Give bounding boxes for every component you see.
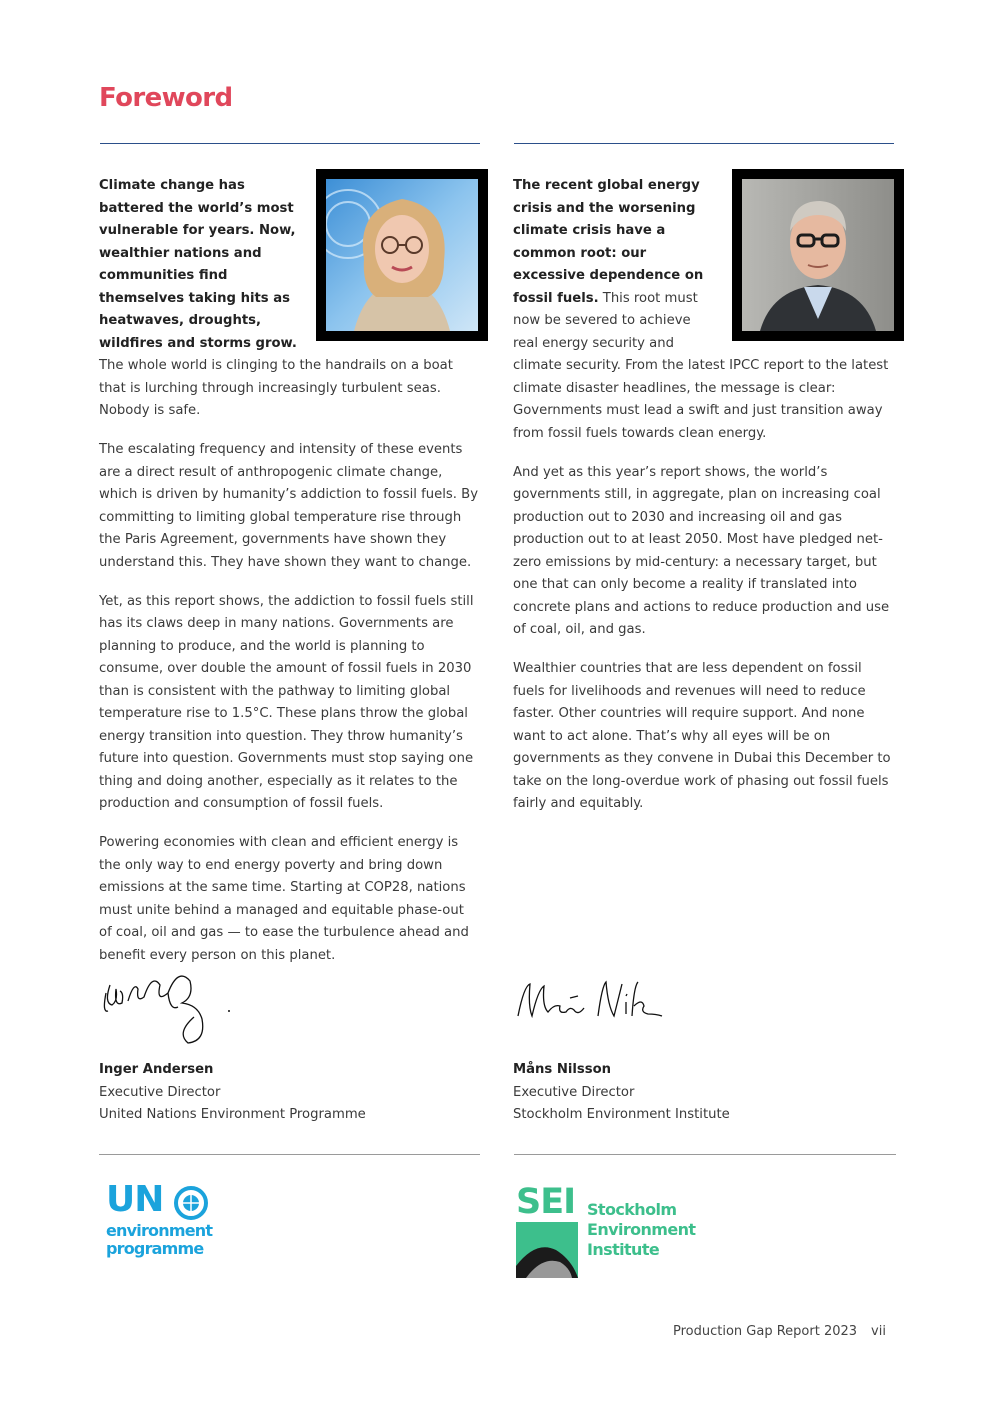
- signer-name: Inger Andersen: [99, 1062, 214, 1077]
- portrait-man: [742, 179, 894, 331]
- left-signer-block: [99, 1059, 366, 1127]
- page-title: Foreword: [99, 83, 233, 113]
- mans-nilsson-signature: [514, 976, 674, 1028]
- sei-logo-abbr: SEI: [516, 1182, 576, 1222]
- unep-logo-un: UN: [106, 1179, 164, 1220]
- right-column: [513, 175, 895, 832]
- sei-logo: [516, 1184, 716, 1279]
- inger-andersen-signature: [98, 963, 238, 1048]
- left-lead-rest: The whole world is clinging to the handrails on a boat that is lurching through increasingly turbulent seas. Nobody is safe.: [99, 358, 453, 418]
- unep-logo-line2: programme: [106, 1239, 204, 1258]
- right-bottom-divider: [514, 1154, 896, 1155]
- left-bottom-divider: [99, 1154, 480, 1155]
- page-number: vii: [871, 1324, 886, 1339]
- right-lead-rest: This root must now be severed to achieve real energy security and climate security. From the latest IPCC report to the latest climate disaster headlines, the message is clear: Governments must lead a swift and just transition away from fossil fuels towards clean energy.: [513, 290, 889, 441]
- inger-andersen-photo: [316, 169, 488, 341]
- portrait-woman: [326, 179, 478, 331]
- sei-logo-line1: Stockholm: [587, 1200, 677, 1219]
- mans-nilsson-photo: [732, 169, 904, 341]
- left-divider: [100, 143, 480, 144]
- signer-organization: Stockholm Environment Institute: [513, 1107, 730, 1122]
- unep-logo-line1: environment: [106, 1221, 213, 1240]
- un-emblem-icon: [172, 1186, 210, 1220]
- unep-logo: [106, 1179, 236, 1264]
- signer-organization: United Nations Environment Programme: [99, 1107, 366, 1122]
- right-lead-text: The recent global energy crisis and the worsening climate crisis have a common root: our excessive dependence on fossil fuels.: [513, 178, 704, 306]
- sei-mountain-icon: [516, 1222, 580, 1278]
- signer-name: Måns Nilsson: [513, 1062, 612, 1077]
- signer-title: Executive Director: [513, 1084, 635, 1100]
- right-signer-block: [513, 1059, 730, 1127]
- signer-title: Executive Director: [99, 1084, 221, 1100]
- sei-logo-line2: Environment: [587, 1220, 696, 1239]
- left-paragraph: The escalating frequency and intensity of these events are a direct result of anthropogenic climate change, which is driven by humanity’s addiction to fossil fuels. By committing to limiting global temperature rise through the Paris Agreement, governments have shown they understand this. They have shown they want to change.: [99, 442, 478, 570]
- right-divider: [514, 143, 894, 144]
- left-paragraph: Yet, as this report shows, the addiction to fossil fuels still has its claws deep in many nations. Governments are planning to produce, and the world is planning to consume, over double the amount of fossil fuels in 2030 than is consistent with the pathway to limiting global temperature rise to 1.5°C. These plans throw the global energy transition into question. They throw humanity’s future into question. Governments must stop saying one thing and doing another, especially as it relates to the production and consumption of fossil fuels.: [99, 593, 474, 811]
- right-paragraph: And yet as this year’s report shows, the world’s governments still, in aggregate, plan on increasing coal production out to 2030 and increasing oil and gas production out to at least 2050. Most have pledged net-zero emissions by mid-century: a necessary target, but one that can only become a reality if translated into concrete plans and actions to reduce production and use of coal, oil, and gas.: [513, 464, 890, 637]
- left-paragraph: Powering economies with clean and efficient energy is the only way to end energy poverty and bring down emissions at the same time. Starting at COP28, nations must unite behind a managed and equitable phase-out of coal, oil and gas — to ease the turbulence ahead and benefit every person on this planet.: [99, 835, 469, 963]
- page-footer: [673, 1324, 886, 1339]
- report-title: Production Gap Report 2023: [673, 1324, 858, 1339]
- sei-logo-line3: Institute: [587, 1240, 660, 1259]
- left-column: [99, 175, 479, 984]
- left-lead-text: Climate change has battered the world’s most vulnerable for years. Now, wealthier nations and communities find themselves taking hits as heatwaves, droughts, wildfires and storms grow.: [99, 178, 297, 351]
- right-paragraph: Wealthier countries that are less dependent on fossil fuels for livelihoods and revenues will need to reduce faster. Other countries will require support. And none want to act alone. That’s why all eyes will be on governments as they convene in Dubai this December to take on the long-overdue work of phasing out fossil fuels fairly and equitably.: [513, 661, 891, 811]
